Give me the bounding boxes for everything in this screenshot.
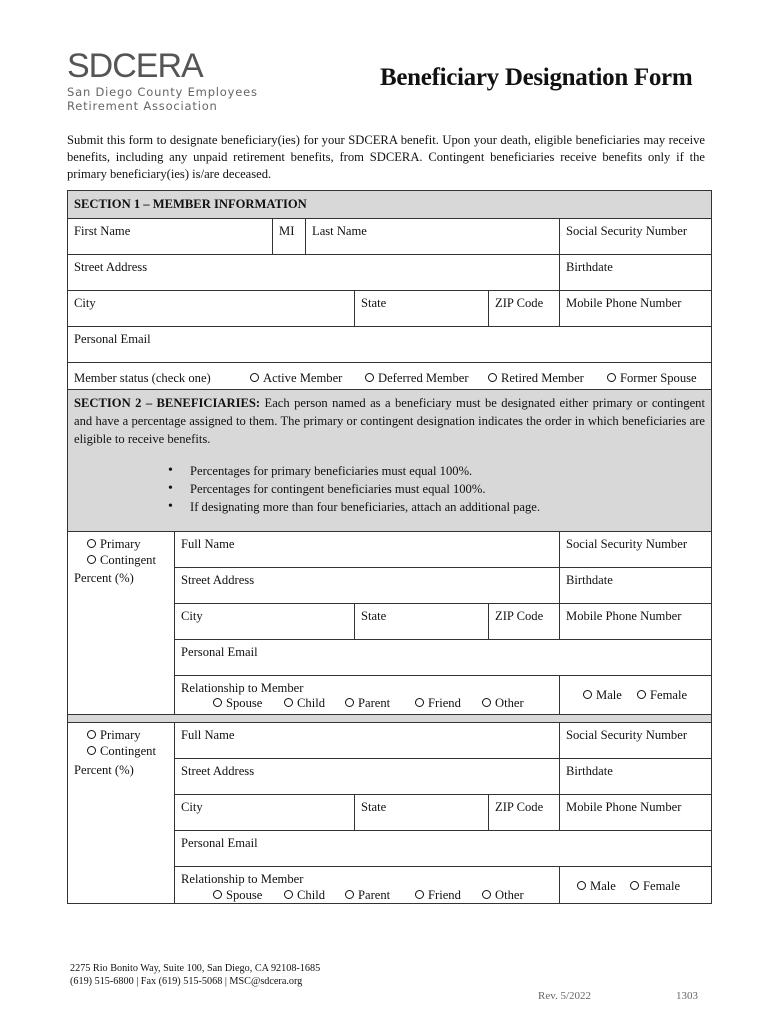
radio-icon <box>577 881 586 890</box>
full-name-label: Full Name <box>181 728 235 742</box>
member-mobile-field[interactable] <box>559 290 712 327</box>
member-status-label: Member status (check one) <box>74 371 211 385</box>
footer-phone-email: (619) 515-6800 | Fax (619) 515-5068 | MSC@sdcera.org <box>70 976 303 987</box>
first-name-label: First Name <box>74 224 131 238</box>
city-label: City <box>74 296 96 310</box>
section1-heading: SECTION 1 – MEMBER INFORMATION <box>67 190 712 219</box>
zip-label: ZIP Code <box>495 296 544 310</box>
section2-bullets <box>168 462 705 516</box>
member-city-field[interactable] <box>67 290 355 327</box>
email-label: Personal Email <box>181 645 258 659</box>
beneficiary-1-rel-parent[interactable]: Parent <box>345 696 390 711</box>
relationship-label: Relationship to Member <box>181 872 304 886</box>
street-label: Street Address <box>74 260 148 274</box>
city-label: City <box>181 609 203 623</box>
beneficiary-2-contingent-option[interactable]: Contingent <box>87 744 156 759</box>
member-ssn-field[interactable] <box>559 218 712 255</box>
zip-label: ZIP Code <box>495 800 544 814</box>
radio-icon <box>415 698 424 707</box>
org-name-line1: San Diego County Employees <box>67 85 258 99</box>
zip-label: ZIP Code <box>495 609 544 623</box>
beneficiary-1-female-option[interactable]: Female <box>637 688 687 703</box>
beneficiary-2-city-field[interactable] <box>174 794 355 831</box>
ssn-label: Social Security Number <box>566 728 688 742</box>
beneficiary-1-rel-other[interactable]: Other <box>482 696 524 711</box>
bullet-item: • If designating more than four beneficiaries, attach an additional page. <box>168 498 705 516</box>
beneficiary-1-contingent-option[interactable]: Contingent <box>87 553 156 568</box>
beneficiary-1-city-field[interactable] <box>174 603 355 640</box>
radio-icon <box>250 373 259 382</box>
intro-text: Submit this form to designate beneficiary(ies) for your SDCERA benefit. Upon your death, eligible beneficiaries may receive benefits, including any unpaid retirement benefits, from SDCERA. Contingent beneficiaries receive benefits only if the primary beneficiary(ies) is/are deceased. <box>67 133 705 181</box>
beneficiary-1-full-name-field[interactable] <box>174 531 560 568</box>
last-name-label: Last Name <box>312 224 367 238</box>
page-title: Beneficiary Designation Form <box>380 64 693 91</box>
radio-icon <box>213 890 222 899</box>
radio-icon <box>607 373 616 382</box>
state-label: State <box>361 800 387 814</box>
beneficiary-1-primary-option[interactable]: Primary <box>87 537 141 552</box>
beneficiary-2-male-option[interactable]: Male <box>577 879 616 894</box>
section2-description: Each person named as a beneficiary must be designated either primary or contingent and have a percentage assigned to them. The primary or contingent designation indicates the order in which beneficiaries are eligible to receive benefits. <box>74 396 705 446</box>
revision-date: Rev. 5/2022 <box>538 990 592 1002</box>
status-option-deferred[interactable]: Deferred Member <box>365 371 469 386</box>
beneficiary-2-percent-label: Percent (%) <box>74 763 134 777</box>
member-birthdate-field[interactable] <box>559 254 712 291</box>
email-label: Personal Email <box>181 836 258 850</box>
radio-icon <box>87 555 96 564</box>
member-email-field[interactable] <box>67 326 712 363</box>
beneficiary-1-male-option[interactable]: Male <box>583 688 622 703</box>
beneficiary-1-rel-spouse[interactable]: Spouse <box>213 696 262 711</box>
radio-icon <box>87 746 96 755</box>
member-first-name-field[interactable] <box>67 218 273 255</box>
mobile-label: Mobile Phone Number <box>566 609 682 623</box>
beneficiary-1-rel-friend[interactable]: Friend <box>415 696 461 711</box>
org-name-line2: Retirement Association <box>67 99 218 113</box>
radio-icon <box>630 881 639 890</box>
radio-icon <box>365 373 374 382</box>
member-last-name-field[interactable] <box>305 218 560 255</box>
radio-icon <box>87 539 96 548</box>
beneficiary-1-zip-field[interactable] <box>488 603 560 640</box>
footer-address: 2275 Rio Bonito Way, Suite 100, San Diego, CA 92108-1685 <box>70 963 321 974</box>
mobile-label: Mobile Phone Number <box>566 296 682 310</box>
beneficiary-2-rel-child[interactable]: Child <box>284 888 325 903</box>
ssn-label: Social Security Number <box>566 224 688 238</box>
beneficiary-1-mobile-field[interactable] <box>559 603 712 640</box>
email-label: Personal Email <box>74 332 151 346</box>
beneficiary-2-mobile-field[interactable] <box>559 794 712 831</box>
beneficiary-1-gender-field <box>559 675 712 715</box>
street-label: Street Address <box>181 573 255 587</box>
member-state-field[interactable] <box>354 290 489 327</box>
member-mi-field[interactable] <box>272 218 306 255</box>
beneficiary-2-female-option[interactable]: Female <box>630 879 680 894</box>
beneficiary-1-rel-child[interactable]: Child <box>284 696 325 711</box>
city-label: City <box>181 800 203 814</box>
beneficiary-1-percent-label: Percent (%) <box>74 571 134 585</box>
relationship-label: Relationship to Member <box>181 681 304 695</box>
radio-icon <box>583 690 592 699</box>
mi-label: MI <box>279 224 295 238</box>
radio-icon <box>482 698 491 707</box>
beneficiary-1-birthdate-field[interactable] <box>559 567 712 604</box>
radio-icon <box>87 730 96 739</box>
radio-icon <box>345 890 354 899</box>
member-street-field[interactable] <box>67 254 560 291</box>
radio-icon <box>415 890 424 899</box>
radio-icon <box>637 690 646 699</box>
sdcera-logo: SDCERA <box>67 47 203 85</box>
section2-block <box>67 389 712 532</box>
birthdate-label: Birthdate <box>566 764 613 778</box>
beneficiary-2-full-name-field[interactable] <box>174 722 560 759</box>
beneficiary-2-state-field[interactable] <box>354 794 489 831</box>
beneficiary-1-street-field[interactable] <box>174 567 560 604</box>
state-label: State <box>361 296 387 310</box>
member-zip-field[interactable] <box>488 290 560 327</box>
state-label: State <box>361 609 387 623</box>
beneficiary-2-ssn-field[interactable] <box>559 722 712 759</box>
status-option-retired[interactable]: Retired Member <box>488 371 584 386</box>
radio-icon <box>482 890 491 899</box>
beneficiary-2-street-field[interactable] <box>174 758 560 795</box>
birthdate-label: Birthdate <box>566 260 613 274</box>
beneficiary-2-rel-friend[interactable]: Friend <box>415 888 461 903</box>
beneficiary-1-email-field[interactable] <box>174 639 712 676</box>
beneficiary-2-email-field[interactable] <box>174 830 712 867</box>
birthdate-label: Birthdate <box>566 573 613 587</box>
status-option-former-spouse[interactable]: Former Spouse <box>607 371 697 386</box>
beneficiary-2-zip-field[interactable] <box>488 794 560 831</box>
beneficiary-1-ssn-field[interactable] <box>559 531 712 568</box>
radio-icon <box>345 698 354 707</box>
beneficiary-2-rel-parent[interactable]: Parent <box>345 888 390 903</box>
beneficiary-2-rel-other[interactable]: Other <box>482 888 524 903</box>
ssn-label: Social Security Number <box>566 537 688 551</box>
status-option-active[interactable]: Active Member <box>250 371 342 386</box>
radio-icon <box>213 698 222 707</box>
beneficiary-1-state-field[interactable] <box>354 603 489 640</box>
bullet-item: • Percentages for contingent beneficiaries must equal 100%. <box>168 480 705 498</box>
form-number: 1303 <box>676 990 698 1002</box>
beneficiary-2-rel-spouse[interactable]: Spouse <box>213 888 262 903</box>
mobile-label: Mobile Phone Number <box>566 800 682 814</box>
street-label: Street Address <box>181 764 255 778</box>
radio-icon <box>488 373 497 382</box>
full-name-label: Full Name <box>181 537 235 551</box>
footer-contact <box>70 962 320 988</box>
beneficiary-2-birthdate-field[interactable] <box>559 758 712 795</box>
section2-heading: SECTION 2 – BENEFICIARIES: <box>74 396 261 410</box>
beneficiary-2-primary-option[interactable]: Primary <box>87 728 141 743</box>
radio-icon <box>284 890 293 899</box>
radio-icon <box>284 698 293 707</box>
bullet-item: • Percentages for primary beneficiaries must equal 100%. <box>168 462 705 480</box>
